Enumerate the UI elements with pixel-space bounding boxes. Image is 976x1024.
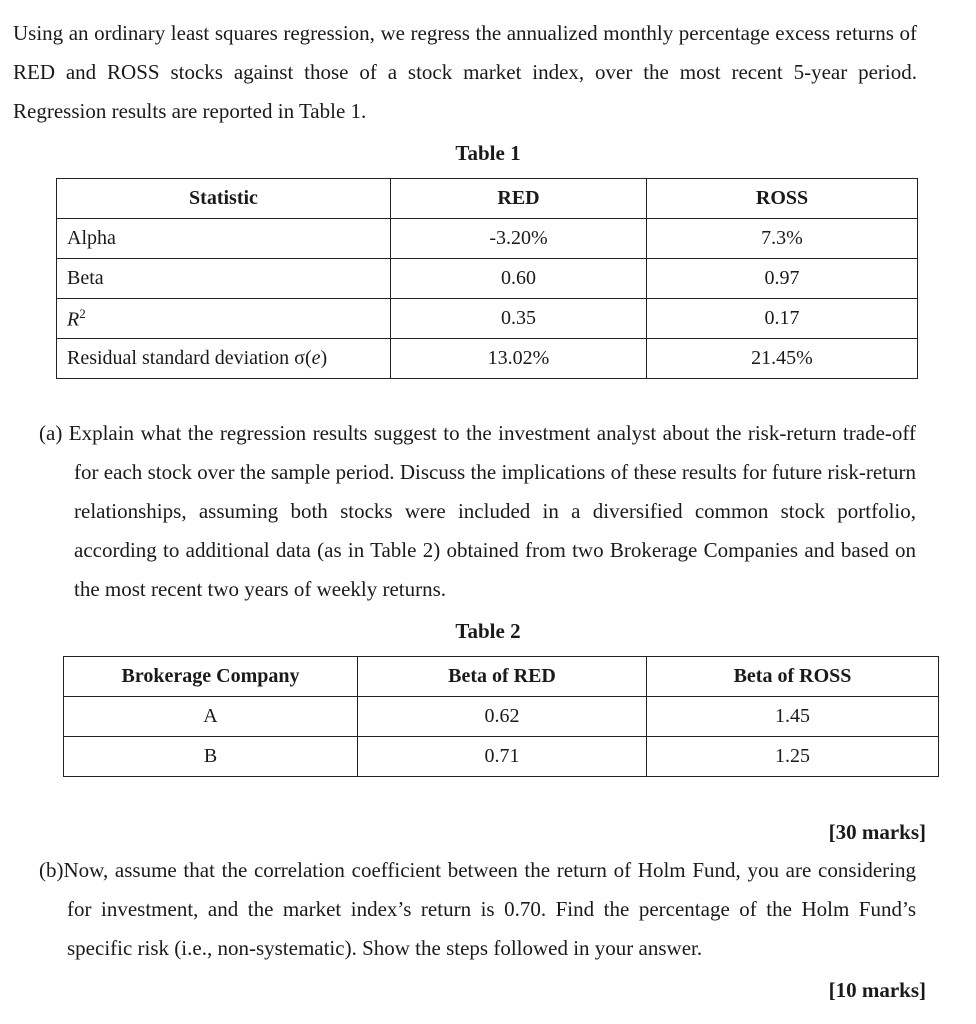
table-row (64, 697, 939, 737)
table2 (63, 656, 939, 777)
r-squared-exponent: 2 (79, 305, 86, 321)
row-label: Alpha (57, 219, 391, 259)
ross-value: 0.17 (647, 299, 918, 339)
table2-caption: Table 2 (455, 619, 521, 643)
table-row (57, 339, 918, 379)
r-squared-base: R (67, 308, 80, 331)
table-row (57, 259, 918, 299)
residual-label-suffix: ) (320, 347, 328, 369)
ross-value: 7.3% (647, 219, 918, 259)
marks-b: [10 marks] (828, 978, 926, 1002)
question-a: (a) Explain what the regression results suggest to the investment analyst about the risk-return trade-off for each stock over the sample period. Discuss the implications of these results for future risk-return relationships, assuming both stocks were included in a diversified common stock portfolio, according to additional data (as in Table 2) obtained from two Brokerage Companies and based on the most recent two years of weekly returns. (39, 421, 916, 601)
ross-beta: 1.25 (647, 737, 939, 777)
red-value: 0.60 (391, 259, 647, 299)
red-beta: 0.62 (358, 697, 647, 737)
company-name: B (64, 737, 358, 777)
table2-header-red: Beta of RED (358, 657, 647, 697)
table1-caption: Table 1 (455, 141, 521, 165)
table1-header-ross: ROSS (647, 179, 918, 219)
red-value: -3.20% (391, 219, 647, 259)
table2-header-row (64, 657, 939, 697)
table1 (56, 178, 918, 379)
residual-label-prefix: Residual standard deviation σ( (67, 347, 312, 369)
ross-value: 21.45% (647, 339, 918, 379)
table2-header-ross: Beta of ROSS (647, 657, 939, 697)
red-value: 13.02% (391, 339, 647, 379)
ross-value: 0.97 (647, 259, 918, 299)
row-label (57, 339, 391, 379)
row-label (57, 299, 391, 339)
row-label: Beta (57, 259, 391, 299)
residual-label-italic: e (311, 347, 321, 369)
table2-header-company: Brokerage Company (64, 657, 358, 697)
marks-a: [30 marks] (828, 820, 926, 844)
red-value: 0.35 (391, 299, 647, 339)
red-beta: 0.71 (358, 737, 647, 777)
intro-paragraph: Using an ordinary least squares regression, we regress the annualized monthly percentage excess returns of RED and ROSS stocks against those of a stock market index, over the most recent 5-year period. Regression results are reported in Table 1. (13, 21, 917, 123)
company-name: A (64, 697, 358, 737)
table-row (64, 737, 939, 777)
table-row (57, 219, 918, 259)
ross-beta: 1.45 (647, 697, 939, 737)
table1-header-red: RED (391, 179, 647, 219)
table1-header-statistic: Statistic (57, 179, 391, 219)
table-row (57, 299, 918, 339)
table1-header-row (57, 179, 918, 219)
question-b: (b)Now, assume that the correlation coefficient between the return of Holm Fund, you are considering for investment, and the market index’s return is 0.70. Find the percentage of the Holm Fund’s specific risk (i.e., non-systematic). Show the steps followed in your answer. (39, 858, 916, 960)
